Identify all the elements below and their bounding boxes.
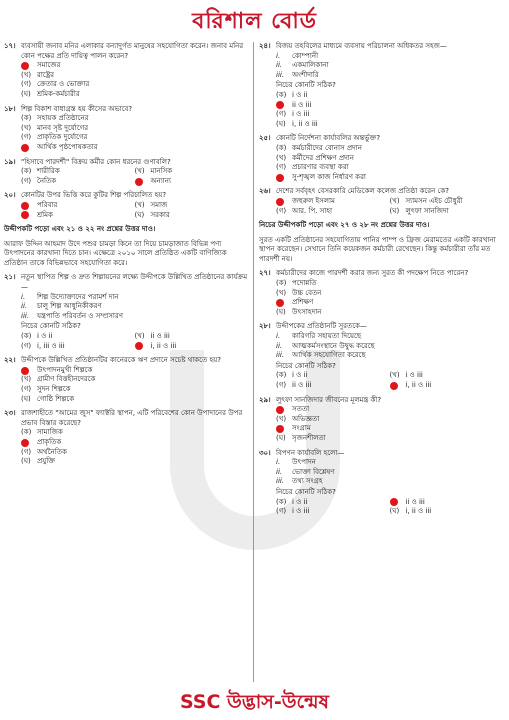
option[interactable]: ii ও iii	[390, 498, 504, 508]
answer-mark-icon	[276, 299, 284, 307]
question-18: ১৮। শিল্প বিকাশ বাধাগ্রস্ত হয় কীসের অভাবে? (ক) সহায়ক প্রতিষ্ঠানের (খ) মানব সৃষ্ট দুর্যোগের (গ) প্রাকৃতিক দুর্যোগের আর্থিক পৃষ্ঠপোষকতার	[4, 105, 248, 153]
option[interactable]: ii ও iii	[276, 101, 503, 111]
option[interactable]: (গ) ক্রেতার ও ভোক্তার	[21, 80, 90, 89]
option[interactable]: (খ) সমাজ	[134, 200, 168, 209]
option[interactable]: (গ) i, iii ও iii	[21, 341, 65, 350]
right-column	[259, 42, 503, 522]
answer-mark-icon	[276, 101, 284, 109]
option[interactable]: (ঘ) i, ii ও iii	[276, 119, 318, 128]
option[interactable]: (গ) ii ও iii	[276, 381, 312, 389]
option[interactable]: (ঘ) উৎসাহদান	[276, 307, 322, 316]
answer-mark-icon	[21, 367, 29, 375]
answer-mark-icon	[135, 178, 143, 186]
option[interactable]: পরিবার	[21, 201, 135, 211]
question-21: ২১। নতুন স্থাপিত শিল্প ও দ্রুত শিল্পায়নের লক্ষ্যে উদ্দীপকে উল্লিখিত প্রতিষ্ঠানের কার্যক্রম— i. শিল্প উদ্যোক্তাদের পরামর্শ দান ii. চালু শিল্প আধুনিকীকরণ iii. যন্ত্রপাতি পরিবর্তন ও সম্প্রসারণ নিচের কোনটি সঠিক? (ক) i ও ii (খ) ii ও iii (গ) i, iii ও iii i, ii ও iii	[4, 273, 248, 350]
option[interactable]: উৎপাদনমুখী শিল্পকে	[21, 366, 248, 376]
option[interactable]: (গ) আর. পি. সাহা	[276, 206, 333, 215]
stem-passage: সুরত একটি প্রতিষ্ঠানের সহযোগিতায় পানির পাম্প ও ফ্রিজ মেরামতের একটি কারখানা স্থাপন করেছেন। সেখানে তিনি কয়েকজন কর্মচারী রেখেছেন। কিন্তু কর্মচারীরা তাঁর মত পারদর্শী নয়।	[259, 235, 496, 263]
option[interactable]: প্রাকৃতিক	[21, 438, 248, 448]
option[interactable]: সংগ্রাম	[276, 424, 503, 434]
question-text: ব্যবসায়ী জনাব মনির এলাকার বন্যাদুর্গত মানুষের সহযোগিতা করেন। জনাব মনির কোন পক্ষের প্রতি দায়িত্ব পালন করেন?	[21, 42, 244, 60]
option[interactable]: (গ) নৈতিক	[21, 176, 57, 185]
option[interactable]: (ক) i ও ii	[21, 332, 53, 341]
answer-mark-icon	[390, 498, 398, 506]
option[interactable]: (ঘ) লুৎফা সানজিদা	[389, 206, 449, 215]
option[interactable]: (ক) পদোন্নতি	[276, 279, 317, 288]
answer-mark-icon	[276, 198, 284, 206]
option[interactable]: (ঘ) প্রযুক্তি	[21, 457, 56, 466]
option[interactable]: (ক) i ও ii	[276, 371, 308, 380]
option[interactable]: (খ) ii ও iii	[134, 332, 170, 341]
question-22: ২২। উদ্দীপকে উল্লিখিত প্রতিষ্ঠানটির কানেরকে ঋণ প্রদানে সচেষ্ট থাকতে হয়? উৎপাদনমুখী শিল্পকে (খ) গ্রামীণ বিত্তহীনদেরকে (গ) সুদন শিল্পকে (ঘ) গোষ্ঠি শিল্পকে	[4, 356, 248, 404]
question-19: ১৯। "হিসাবে পারদর্শী" বিক্রয় কর্মীর কোন ধরনের গুণাবলি? (ক) শারীরিক (খ) মানসিক (গ) নৈতিক অন্যান্য	[4, 158, 248, 187]
left-column	[4, 42, 248, 472]
option[interactable]: (গ) প্রাকৃতিক দুর্যোগের	[21, 133, 88, 142]
question-30: ৩০। বিপণন কার্যাবলি হলো— i. উৎপাদন ii. ভোক্তা বিশ্লেষণ iii. তথ্য সংগ্রহ নিচের কোনটি সঠিক? (ক) i ও ii ii ও iii (গ) i ও iii (ঘ) i, ii ও iii	[259, 449, 503, 517]
question-27: ২৭। কর্মচারীদের কাজে পারদর্শী করার জন্য সুরত কী পদক্ষেপ নিতে পারেন? (ক) পদোন্নতি (খ) উচ্চ বেতন প্রশিক্ষণ (ঘ) উৎসাহদান	[259, 269, 503, 317]
option[interactable]: (ক) শারীরিক	[21, 167, 60, 176]
option[interactable]: (গ) অর্থনৈতিক	[21, 447, 67, 456]
option[interactable]: (ঘ) সৃজনশীলতা	[276, 433, 326, 442]
option[interactable]: (ক) কর্মচারীদের বোনাস প্রদান	[276, 143, 362, 152]
answer-mark-icon	[135, 342, 143, 350]
option[interactable]: (খ) মানসিক	[134, 167, 173, 176]
option[interactable]: সু-শৃঙ্খল কাজ নির্ধারণ করা	[276, 173, 503, 183]
option[interactable]: (খ) কর্মীদের প্রশিক্ষণ প্রদান	[276, 153, 354, 162]
option[interactable]: শ্রমিক	[21, 211, 135, 221]
option[interactable]: (খ) গ্রামীণ বিত্তহীনদেরকে	[21, 375, 96, 384]
option[interactable]: সমাজের	[21, 61, 248, 71]
answer-mark-icon	[21, 211, 29, 219]
option[interactable]: (ক) i ও ii	[276, 90, 308, 99]
question-17	[4, 42, 248, 100]
board-title: বরিশাল বোর্ড	[192, 9, 317, 34]
answer-mark-icon	[21, 202, 29, 210]
question-29: ২৯। লুৎফা সানজিদার জীবনের মূলমন্ত্র কী? সততা (খ) অভিজ্ঞতা সংগ্রাম (ঘ) সৃজনশীলতা	[259, 396, 503, 444]
option[interactable]: জহুরুল ইসলাম	[276, 197, 390, 207]
stem-instruction: নিচের উদ্দীপকটি পড়ো এবং ২৭ ও ২৮ নং প্রশ্নের উত্তর দাও।	[259, 221, 430, 230]
answer-mark-icon	[390, 382, 398, 390]
answer-mark-icon	[21, 144, 29, 152]
question-number: ১৭।	[4, 42, 16, 50]
question-23: ২৩। রাজশাহীতে "আমের জুস" ফ্যাক্টরি স্থাপন, এটি পরিবেশের কোন উপাদানের উপর প্রভাব বিস্তার করেছে? (ক) সামাজিক প্রাকৃতিক (গ) অর্থনৈতিক (ঘ) প্রযুক্তি	[4, 409, 248, 467]
option[interactable]: (গ) i ও iii	[276, 110, 310, 119]
option[interactable]: (খ) রাষ্ট্রের	[21, 70, 55, 79]
option[interactable]: (গ) i ও iii	[276, 507, 310, 516]
answer-mark-icon	[276, 425, 284, 433]
stem-passage: আরাফ উদ্দিন আহমাদ উদে পশুর চামড়া কিনে তা দিয়ে চামড়াজাত বিভিন্ন পণ্য উৎপাদনের কারখানা দিতে চান। এক্ষেত্রে ২০১০ সালে প্রতিষ্ঠিত একটি বাণিজ্যিক প্রতিষ্ঠান তাকে বিভিন্নভাবে সহযোগিতা করে।	[4, 239, 227, 267]
option[interactable]: (ঘ) শ্রমিক-কর্মচারীর	[21, 89, 80, 98]
option[interactable]: (গ) সুদন শিল্পকে	[21, 385, 71, 393]
question-25: ২৫। কোনটি নির্দেশনা কার্যাবলির অন্তর্ভুক্ত? (ক) কর্মচারীদের বোনাস প্রদান (খ) কর্মীদের প্রশিক্ষণ প্রদান (গ) প্রচারণার ব্যবস্থা করা সু-শৃঙ্খল কাজ নির্ধারণ করা	[259, 134, 503, 182]
question-24: ২৪। বিজয় তহবিলের মাধ্যমে ব্যবসায় পরিচালনা অধিকতর সহজ— i. কোম্পানী ii. একমালিকানা iii. অংশীদারি নিচের কোনটি সঠিক? (ক) i ও ii ii ও iii (গ) i ও iii (ঘ) i, ii ও iii	[259, 42, 503, 129]
option[interactable]: (গ) প্রচারণার ব্যবস্থা করা	[276, 163, 349, 172]
answer-mark-icon	[21, 439, 29, 447]
answer-mark-icon	[21, 62, 29, 70]
question-28: ২৮। উদ্দীপকের প্রতিষ্ঠানটি সুরতকে— i. কারিগরি সহায়তা দিয়েছে ii. আত্মকর্মসংস্থানে উদ্বুদ্ধ করেছে iii. আর্থিক সহযোগিতা করেছে নিচের কোনটি সঠিক? (ক) i ও ii (খ) i ও iii (গ) ii ও iii i, ii ও iii	[259, 322, 503, 390]
option[interactable]: (খ) উচ্চ বেতন	[276, 288, 322, 297]
option[interactable]: (খ) মানব সৃষ্ট দুর্যোগের	[21, 123, 89, 132]
option[interactable]: i, ii ও iii	[135, 342, 249, 352]
option[interactable]: সততা	[276, 405, 503, 415]
question-26: ২৬। দেশের সর্ববৃহৎ বেসরকারি মেডিকেল কলেজ প্রতিষ্ঠা করেন কে? জহুরুল ইসলাম (খ) স্যামসন এইচ চৌধুরী (গ) আর. পি. সাহা (ঘ) লুৎফা সানজিদা	[259, 187, 503, 216]
option[interactable]: প্রশিক্ষণ	[276, 298, 503, 308]
option[interactable]: i, ii ও iii	[390, 381, 504, 391]
option[interactable]: (খ) স্যামসন এইচ চৌধুরী	[389, 196, 463, 205]
option[interactable]: (ঘ) সরকার	[134, 210, 170, 219]
option[interactable]: (ক) সামাজিক	[21, 428, 63, 437]
option[interactable]: (ক) সহায়ক প্রতিষ্ঠানের	[21, 114, 89, 123]
footer-brand: SSC উদ্ভাস-উন্মেষ	[179, 691, 330, 713]
option[interactable]: (খ) i ও iii	[389, 371, 423, 380]
stem-instruction: উদ্দীপকটি পড়ো এবং ২১ ও ২২ নং প্রশ্নের উত্তর দাও।	[4, 225, 156, 234]
answer-mark-icon	[276, 174, 284, 182]
option[interactable]: (ঘ) গোষ্ঠি শিল্পকে	[21, 394, 75, 403]
option[interactable]: (খ) অভিজ্ঞতা	[276, 414, 320, 423]
option[interactable]: অন্যান্য	[135, 177, 249, 187]
option[interactable]: আর্থিক পৃষ্ঠপোষকতার	[21, 143, 248, 153]
question-20: ২০। কোনটির উপর ভিত্তি করে কুটির শিল্প পরিচালিত হয়? পরিবার (খ) সমাজ শ্রমিক (ঘ) সরকার	[4, 191, 248, 220]
column-divider	[253, 42, 254, 682]
option[interactable]: (ঘ) i, ii ও iii	[389, 507, 432, 516]
answer-mark-icon	[276, 406, 284, 414]
option[interactable]: (ক) i ও ii	[276, 497, 308, 506]
